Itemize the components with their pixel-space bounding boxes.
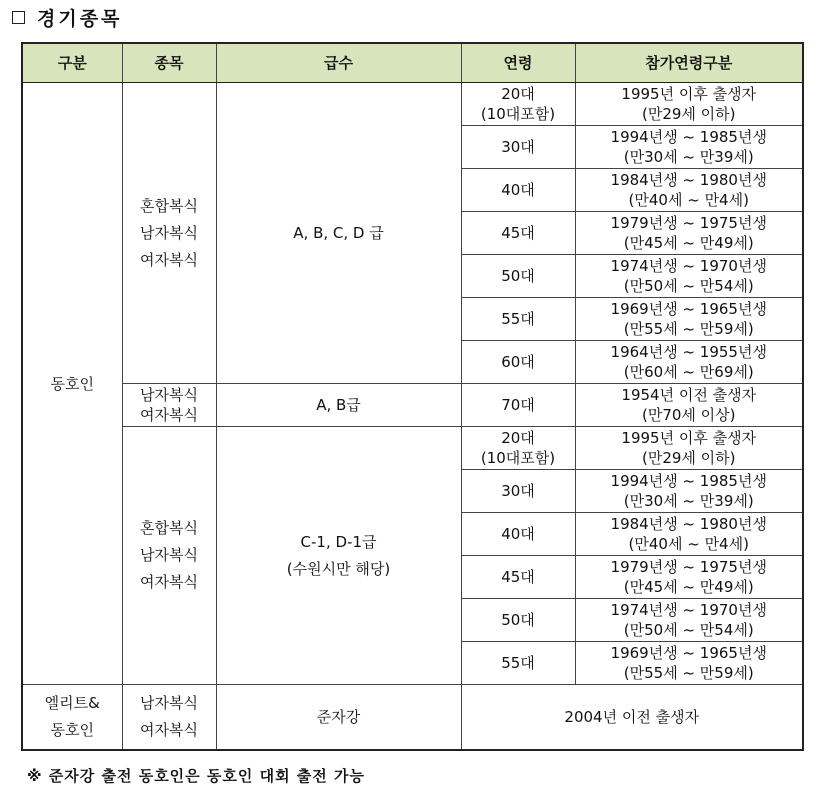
grade-cell: 준자강 xyxy=(216,685,461,751)
age-cell: 45대 xyxy=(461,212,575,255)
header-row xyxy=(22,43,803,83)
table-row xyxy=(22,83,803,126)
age-cell: 55대 xyxy=(461,642,575,685)
age-range-cell: 1974년생 ~ 1970년생 (만50세 ~ 만54세) xyxy=(575,255,803,298)
age-cell: 30대 xyxy=(461,470,575,513)
age-range-cell: 1994년생 ~ 1985년생 (만30세 ~ 만39세) xyxy=(575,470,803,513)
age-range-cell: 1995년 이후 출생자 (만29세 이하) xyxy=(575,427,803,470)
age-cell: 70대 xyxy=(461,384,575,427)
age-range-cell: 1995년 이후 출생자 (만29세 이하) xyxy=(575,83,803,126)
age-range-cell: 1969년생 ~ 1965년생 (만55세 ~ 만59세) xyxy=(575,298,803,341)
age-cell: 20대 (10대포함) xyxy=(461,427,575,470)
section-title: 경기종목 xyxy=(37,7,123,30)
header-event: 종목 xyxy=(122,43,216,83)
table-row xyxy=(22,384,803,427)
age-cell: 50대 xyxy=(461,599,575,642)
table-row xyxy=(22,427,803,470)
age-range-cell: 1984년생 ~ 1980년생 (만40세 ~ 만4세) xyxy=(575,513,803,556)
age-cell: 55대 xyxy=(461,298,575,341)
age-cell: 60대 xyxy=(461,341,575,384)
age-range-cell: 1994년생 ~ 1985년생 (만30세 ~ 만39세) xyxy=(575,126,803,169)
age-range-cell: 1979년생 ~ 1975년생 (만45세 ~ 만49세) xyxy=(575,556,803,599)
header-category: 구분 xyxy=(22,43,122,83)
grade-cell: A, B급 xyxy=(216,384,461,427)
empty-checkbox-icon xyxy=(12,11,25,24)
table-row xyxy=(22,685,803,751)
age-cell: 40대 xyxy=(461,513,575,556)
age-cell: 20대 (10대포함) xyxy=(461,83,575,126)
section-heading xyxy=(12,4,122,30)
age-range-cell: 1979년생 ~ 1975년생 (만45세 ~ 만49세) xyxy=(575,212,803,255)
age-range-cell: 1974년생 ~ 1970년생 (만50세 ~ 만54세) xyxy=(575,599,803,642)
age-cell: 30대 xyxy=(461,126,575,169)
event-cell: 남자복식 여자복식 xyxy=(122,384,216,427)
events-table xyxy=(21,42,804,751)
age-cell: 45대 xyxy=(461,556,575,599)
event-cell: 혼합복식 남자복식 여자복식 xyxy=(122,83,216,384)
age-cell: 50대 xyxy=(461,255,575,298)
grade-cell: A, B, C, D 급 xyxy=(216,83,461,384)
footnote: ※ 준자강 출전 동호인은 동호인 대회 출전 가능 xyxy=(27,767,365,785)
event-cell: 남자복식 여자복식 xyxy=(122,685,216,751)
age-range-cell: 1969년생 ~ 1965년생 (만55세 ~ 만59세) xyxy=(575,642,803,685)
age-range-cell: 1964년생 ~ 1955년생 (만60세 ~ 만69세) xyxy=(575,341,803,384)
age-range-cell: 2004년 이전 출생자 xyxy=(461,685,803,751)
header-age: 연령 xyxy=(461,43,575,83)
age-cell: 40대 xyxy=(461,169,575,212)
category-cell: 엘리트& 동호인 xyxy=(22,685,122,751)
grade-cell: C-1, D-1급 (수원시만 해당) xyxy=(216,427,461,685)
category-cell: 동호인 xyxy=(22,83,122,685)
header-age-range: 참가연령구분 xyxy=(575,43,803,83)
header-grade: 급수 xyxy=(216,43,461,83)
event-cell: 혼합복식 남자복식 여자복식 xyxy=(122,427,216,685)
age-range-cell: 1984년생 ~ 1980년생 (만40세 ~ 만4세) xyxy=(575,169,803,212)
age-range-cell: 1954년 이전 출생자 (만70세 이상) xyxy=(575,384,803,427)
